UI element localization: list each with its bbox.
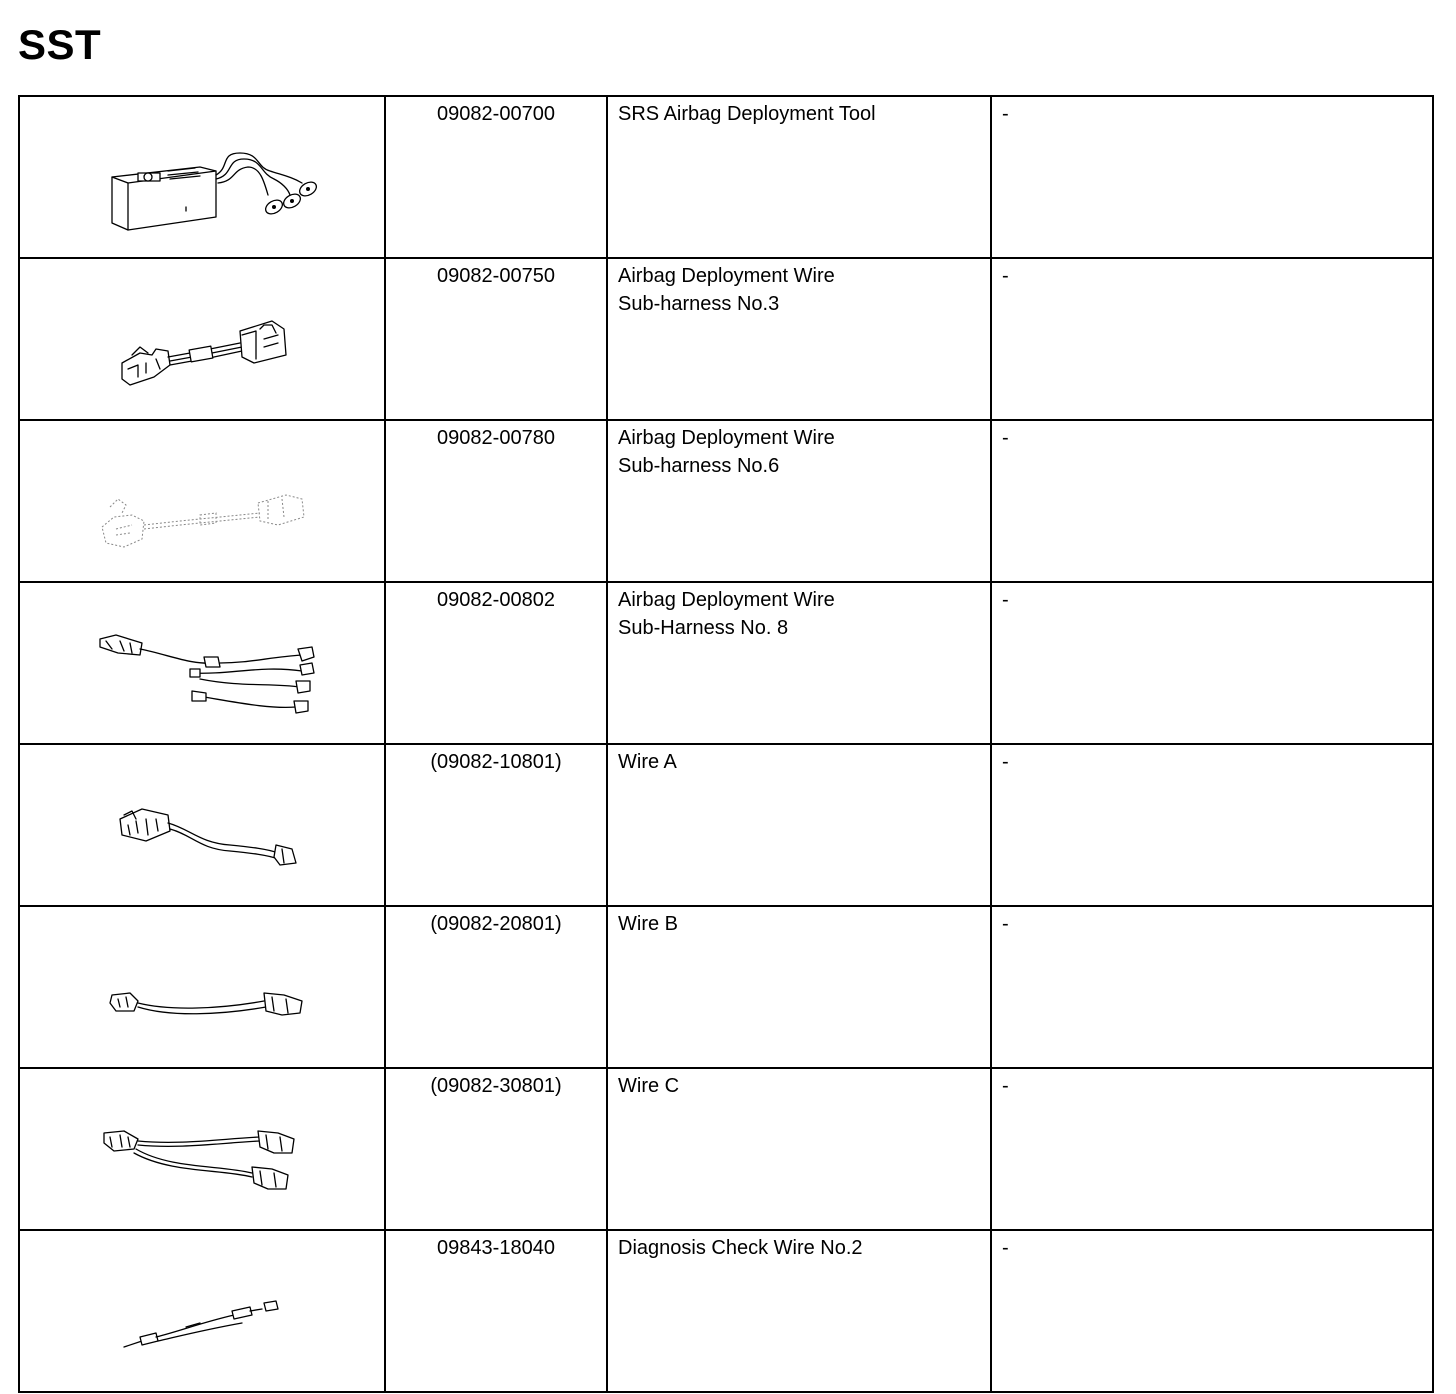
part-number: 09082-00700 bbox=[385, 96, 607, 258]
tool-note: - bbox=[991, 906, 1433, 1068]
tool-name: Wire B bbox=[607, 906, 991, 1068]
page-title: SST bbox=[18, 21, 102, 68]
tool-image-cell bbox=[19, 420, 385, 582]
table-row bbox=[19, 1230, 1433, 1392]
tool-image-cell bbox=[19, 582, 385, 744]
sub-harness-no8-drawing bbox=[20, 583, 386, 740]
part-number: 09082-00802 bbox=[385, 582, 607, 744]
tool-image-cell bbox=[19, 1068, 385, 1230]
srs-airbag-deployment-tool-drawing bbox=[20, 97, 386, 254]
part-number: (09082-30801) bbox=[385, 1068, 607, 1230]
diagnosis-check-wire-drawing bbox=[20, 1231, 386, 1388]
tool-image-cell bbox=[19, 906, 385, 1068]
tool-name: Airbag Deployment Wire Sub-harness No.6 bbox=[607, 420, 991, 582]
tool-image-cell bbox=[19, 1230, 385, 1392]
table-row bbox=[19, 420, 1433, 582]
tool-note: - bbox=[991, 258, 1433, 420]
sub-harness-no6-drawing bbox=[20, 421, 386, 578]
wire-c-drawing bbox=[20, 1069, 386, 1226]
sub-harness-no3-drawing bbox=[20, 259, 386, 416]
table-row bbox=[19, 582, 1433, 744]
table-row bbox=[19, 1068, 1433, 1230]
tool-name: SRS Airbag Deployment Tool bbox=[607, 96, 991, 258]
table-row bbox=[19, 96, 1433, 258]
tool-note: - bbox=[991, 582, 1433, 744]
table-row bbox=[19, 906, 1433, 1068]
part-number: (09082-20801) bbox=[385, 906, 607, 1068]
tool-name: Airbag Deployment Wire Sub-harness No.3 bbox=[607, 258, 991, 420]
sst-table bbox=[18, 95, 1434, 1393]
part-number: 09843-18040 bbox=[385, 1230, 607, 1392]
tool-name: Wire A bbox=[607, 744, 991, 906]
tool-note: - bbox=[991, 420, 1433, 582]
tool-image-cell bbox=[19, 96, 385, 258]
tool-name: Airbag Deployment Wire Sub-Harness No. 8 bbox=[607, 582, 991, 744]
tool-name: Diagnosis Check Wire No.2 bbox=[607, 1230, 991, 1392]
tool-image-cell bbox=[19, 744, 385, 906]
part-number: (09082-10801) bbox=[385, 744, 607, 906]
tool-image-cell bbox=[19, 258, 385, 420]
tool-note: - bbox=[991, 1068, 1433, 1230]
table-row bbox=[19, 258, 1433, 420]
part-number: 09082-00750 bbox=[385, 258, 607, 420]
part-number: 09082-00780 bbox=[385, 420, 607, 582]
wire-a-drawing bbox=[20, 745, 386, 902]
tool-note: - bbox=[991, 1230, 1433, 1392]
tool-note: - bbox=[991, 744, 1433, 906]
wire-b-drawing bbox=[20, 907, 386, 1064]
tool-note: - bbox=[991, 96, 1433, 258]
tool-name: Wire C bbox=[607, 1068, 991, 1230]
table-row bbox=[19, 744, 1433, 906]
